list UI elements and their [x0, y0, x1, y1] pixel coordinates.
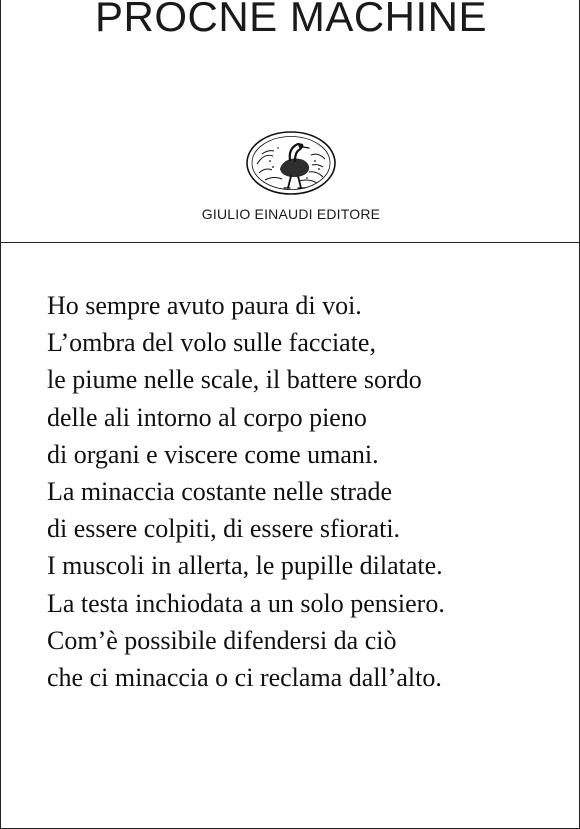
poem-line: La testa inchiodata a un solo pensiero.	[47, 588, 445, 618]
book-title: PROCNE MACHINE	[94, 0, 488, 40]
poem-line: I muscoli in allerta, le pupille dilatate.	[47, 551, 443, 581]
poem-line: che ci minaccia o ci reclama dall’alto.	[47, 663, 442, 693]
poem-line: La minaccia costante nelle strade	[47, 477, 393, 507]
cover-divider	[1, 242, 580, 243]
publisher-name: GIULIO EINAUDI EDITORE	[201, 206, 381, 222]
poem-line: di organi e viscere come umani.	[47, 439, 379, 469]
poem-line: Com’è possibile difendersi da ciò	[47, 625, 397, 655]
poem-line: delle ali intorno al corpo pieno	[47, 402, 367, 432]
ostrich-emblem-icon	[245, 130, 337, 196]
poem-excerpt	[47, 287, 567, 696]
poem-line: le piume nelle scale, il battere sordo	[47, 365, 422, 395]
poem-line: L’ombra del volo sulle facciate,	[47, 328, 376, 358]
poem-line: di essere colpiti, di essere sfiorati.	[47, 514, 401, 544]
poem-line: Ho sempre avuto paura di voi.	[47, 291, 362, 320]
